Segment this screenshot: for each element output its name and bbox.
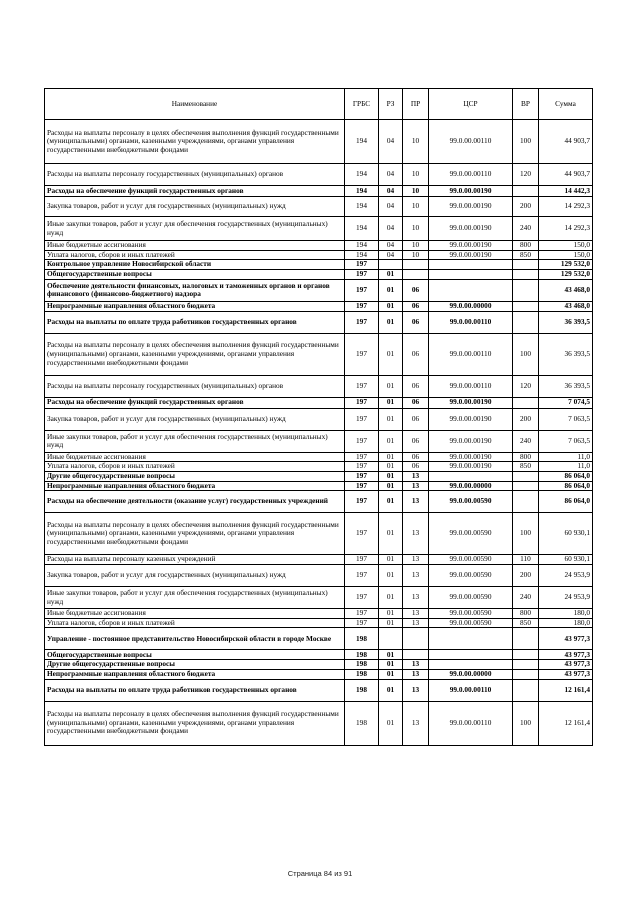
table-row [45, 311, 593, 333]
table-row [45, 618, 593, 628]
table-row [45, 452, 593, 462]
table-body [45, 120, 593, 746]
table-row [45, 555, 593, 565]
cell-pr: 13 [403, 679, 429, 701]
cell-sum: 36 393,5 [539, 311, 593, 333]
cell-csr: 99.0.00.00190 [429, 397, 513, 408]
cell-pr: 10 [403, 186, 429, 197]
cell-sum: 11,0 [539, 462, 593, 472]
cell-grbs: 197 [345, 513, 379, 555]
cell-vr: 850 [513, 618, 539, 628]
cell-pr: 13 [403, 701, 429, 745]
cell-rz: 01 [379, 452, 403, 462]
cell-rz: 01 [379, 408, 403, 430]
table-row [45, 120, 593, 164]
cell-sum: 44 903,7 [539, 120, 593, 164]
cell-vr: 240 [513, 430, 539, 452]
cell-pr: 10 [403, 120, 429, 164]
table-row [45, 609, 593, 619]
cell-vr: 800 [513, 452, 539, 462]
cell-vr [513, 311, 539, 333]
cell-name: Расходы на выплаты персоналу государственных (муниципальных) органов [45, 164, 345, 186]
table-row [45, 397, 593, 408]
cell-vr [513, 397, 539, 408]
table-row [45, 430, 593, 452]
cell-name: Расходы на выплаты персоналу в целях обеспечения выполнения функций государственными (муниципальными) органами, казенными учреждениями, органами управления государственными внебюджетными фондами [45, 333, 345, 375]
table-row [45, 250, 593, 260]
cell-sum: 86 064,0 [539, 491, 593, 513]
cell-vr [513, 471, 539, 481]
table-row [45, 628, 593, 650]
page-number: Страница 84 из 91 [287, 869, 353, 878]
cell-rz: 01 [379, 270, 403, 280]
cell-vr [513, 270, 539, 280]
cell-grbs: 194 [345, 186, 379, 197]
cell-name: Расходы на выплаты персоналу в целях обеспечения выполнения функций государственными (муниципальными) органами, казенными учреждениями, органами управления государственными внебюджетными фондами [45, 701, 345, 745]
cell-rz: 01 [379, 660, 403, 670]
cell-grbs: 197 [345, 279, 379, 301]
table-row [45, 164, 593, 186]
cell-rz: 04 [379, 250, 403, 260]
cell-rz: 01 [379, 311, 403, 333]
cell-csr [429, 270, 513, 280]
cell-pr: 13 [403, 555, 429, 565]
cell-name: Расходы на выплаты персоналу в целях обеспечения выполнения функций государственными (муниципальными) органами, казенными учреждениями, органами управления государственными внебюджетными фондами [45, 513, 345, 555]
cell-name: Иные бюджетные ассигнования [45, 241, 345, 251]
cell-rz: 01 [379, 481, 403, 491]
cell-sum: 43 977,3 [539, 628, 593, 650]
cell-rz: 01 [379, 462, 403, 472]
cell-name: Расходы на выплаты персоналу казенных учреждений [45, 555, 345, 565]
cell-sum: 86 064,0 [539, 481, 593, 491]
cell-pr: 13 [403, 481, 429, 491]
cell-rz: 01 [379, 301, 403, 311]
cell-grbs: 198 [345, 650, 379, 660]
cell-name: Общегосударственные вопросы [45, 650, 345, 660]
cell-sum: 150,0 [539, 250, 593, 260]
cell-grbs: 197 [345, 430, 379, 452]
cell-sum: 86 064,0 [539, 471, 593, 481]
cell-rz: 04 [379, 164, 403, 186]
cell-sum: 14 292,3 [539, 197, 593, 217]
cell-csr [429, 628, 513, 650]
cell-name: Другие общегосударственные вопросы [45, 660, 345, 670]
cell-pr: 06 [403, 397, 429, 408]
cell-grbs: 197 [345, 375, 379, 397]
cell-grbs: 197 [345, 471, 379, 481]
cell-pr: 06 [403, 452, 429, 462]
cell-csr [429, 660, 513, 670]
cell-vr: 200 [513, 408, 539, 430]
cell-rz [379, 628, 403, 650]
cell-csr: 99.0.00.00190 [429, 250, 513, 260]
cell-name: Расходы на обеспечение деятельности (оказание услуг) государственных учреждений [45, 491, 345, 513]
cell-rz: 04 [379, 186, 403, 197]
cell-grbs: 197 [345, 333, 379, 375]
cell-pr [403, 650, 429, 660]
cell-rz: 04 [379, 197, 403, 217]
cell-csr: 99.0.00.00190 [429, 462, 513, 472]
cell-csr: 99.0.00.00110 [429, 120, 513, 164]
header-csr: ЦСР [429, 89, 513, 120]
cell-csr: 99.0.00.00110 [429, 679, 513, 701]
cell-vr [513, 186, 539, 197]
cell-vr [513, 260, 539, 270]
cell-csr: 99.0.00.00590 [429, 565, 513, 587]
cell-rz: 01 [379, 650, 403, 660]
cell-sum: 36 393,5 [539, 333, 593, 375]
cell-rz: 01 [379, 618, 403, 628]
table-row [45, 241, 593, 251]
cell-sum: 43 468,0 [539, 301, 593, 311]
cell-vr: 240 [513, 587, 539, 609]
cell-grbs: 197 [345, 408, 379, 430]
cell-grbs: 197 [345, 301, 379, 311]
cell-grbs: 197 [345, 555, 379, 565]
cell-grbs: 194 [345, 164, 379, 186]
cell-sum: 129 532,0 [539, 260, 593, 270]
cell-grbs: 197 [345, 270, 379, 280]
cell-pr: 13 [403, 513, 429, 555]
table-row [45, 301, 593, 311]
cell-sum: 12 161,4 [539, 679, 593, 701]
cell-sum: 43 468,0 [539, 279, 593, 301]
table-row [45, 260, 593, 270]
table-row [45, 587, 593, 609]
cell-name: Управление - постоянное представительство Новосибирской области в городе Москве [45, 628, 345, 650]
cell-name: Непрограммные направления областного бюджета [45, 301, 345, 311]
cell-pr: 06 [403, 279, 429, 301]
cell-pr: 13 [403, 669, 429, 679]
cell-rz: 01 [379, 471, 403, 481]
cell-pr: 10 [403, 250, 429, 260]
header-rz: РЗ [379, 89, 403, 120]
table-row [45, 481, 593, 491]
cell-sum: 60 930,1 [539, 513, 593, 555]
cell-grbs: 197 [345, 260, 379, 270]
cell-vr [513, 679, 539, 701]
cell-pr: 06 [403, 301, 429, 311]
cell-pr [403, 270, 429, 280]
cell-vr: 850 [513, 462, 539, 472]
cell-name: Закупка товаров, работ и услуг для государственных (муниципальных) нужд [45, 565, 345, 587]
cell-name: Расходы на выплаты по оплате труда работников государственных органов [45, 679, 345, 701]
cell-rz [379, 260, 403, 270]
cell-vr: 800 [513, 609, 539, 619]
cell-grbs: 197 [345, 397, 379, 408]
cell-sum: 7 074,5 [539, 397, 593, 408]
cell-pr: 10 [403, 241, 429, 251]
cell-pr: 13 [403, 587, 429, 609]
cell-vr: 240 [513, 217, 539, 241]
cell-csr: 99.0.00.00190 [429, 452, 513, 462]
cell-name: Иные бюджетные ассигнования [45, 452, 345, 462]
cell-name: Иные бюджетные ассигнования [45, 609, 345, 619]
cell-name: Обеспечение деятельности финансовых, налоговых и таможенных органов и органов финансового (финансово-бюджетного) надзора [45, 279, 345, 301]
cell-pr: 13 [403, 660, 429, 670]
cell-sum: 7 063,5 [539, 408, 593, 430]
cell-rz: 01 [379, 430, 403, 452]
cell-csr: 99.0.00.00000 [429, 301, 513, 311]
cell-sum: 12 161,4 [539, 701, 593, 745]
cell-grbs: 197 [345, 618, 379, 628]
cell-sum: 7 063,5 [539, 430, 593, 452]
cell-pr: 06 [403, 462, 429, 472]
header-vr: ВР [513, 89, 539, 120]
table-row [45, 669, 593, 679]
cell-vr: 100 [513, 513, 539, 555]
cell-pr: 06 [403, 408, 429, 430]
cell-grbs: 197 [345, 491, 379, 513]
budget-table [44, 88, 593, 746]
cell-pr: 10 [403, 217, 429, 241]
cell-name: Иные закупки товаров, работ и услуг для обеспечения государственных (муниципальных) нужд [45, 430, 345, 452]
cell-vr: 110 [513, 555, 539, 565]
header-pr: ПР [403, 89, 429, 120]
cell-vr [513, 628, 539, 650]
cell-csr: 99.0.00.00590 [429, 587, 513, 609]
cell-vr: 850 [513, 250, 539, 260]
cell-rz: 01 [379, 555, 403, 565]
cell-csr [429, 471, 513, 481]
cell-sum: 14 442,3 [539, 186, 593, 197]
cell-grbs: 194 [345, 197, 379, 217]
cell-rz: 04 [379, 120, 403, 164]
table-row [45, 270, 593, 280]
cell-sum: 14 292,3 [539, 217, 593, 241]
cell-vr [513, 279, 539, 301]
cell-sum: 180,0 [539, 609, 593, 619]
cell-vr [513, 650, 539, 660]
cell-csr: 99.0.00.00190 [429, 408, 513, 430]
cell-csr: 99.0.00.00590 [429, 491, 513, 513]
cell-grbs: 197 [345, 311, 379, 333]
cell-csr [429, 279, 513, 301]
cell-name: Расходы на выплаты персоналу в целях обеспечения выполнения функций государственными (муниципальными) органами, казенными учреждениями, органами управления государственными внебюджетными фондами [45, 120, 345, 164]
cell-name: Общегосударственные вопросы [45, 270, 345, 280]
cell-vr: 120 [513, 375, 539, 397]
cell-name: Другие общегосударственные вопросы [45, 471, 345, 481]
cell-rz: 01 [379, 587, 403, 609]
cell-csr: 99.0.00.00110 [429, 375, 513, 397]
cell-rz: 01 [379, 701, 403, 745]
table-row [45, 660, 593, 670]
cell-sum: 24 953,9 [539, 587, 593, 609]
cell-sum: 60 930,1 [539, 555, 593, 565]
cell-rz: 01 [379, 669, 403, 679]
cell-pr: 10 [403, 197, 429, 217]
table-header-row [45, 89, 593, 120]
table-row [45, 197, 593, 217]
cell-rz: 04 [379, 241, 403, 251]
table-row [45, 333, 593, 375]
cell-csr: 99.0.00.00190 [429, 186, 513, 197]
cell-rz: 01 [379, 375, 403, 397]
cell-csr: 99.0.00.00590 [429, 513, 513, 555]
cell-vr: 100 [513, 333, 539, 375]
cell-rz: 01 [379, 397, 403, 408]
cell-grbs: 197 [345, 481, 379, 491]
cell-csr: 99.0.00.00190 [429, 430, 513, 452]
table-row [45, 701, 593, 745]
cell-grbs: 197 [345, 452, 379, 462]
cell-sum: 36 393,5 [539, 375, 593, 397]
cell-sum: 129 532,0 [539, 270, 593, 280]
cell-rz: 01 [379, 565, 403, 587]
table-row [45, 279, 593, 301]
cell-rz: 01 [379, 679, 403, 701]
cell-pr: 06 [403, 375, 429, 397]
cell-rz: 01 [379, 279, 403, 301]
cell-name: Иные закупки товаров, работ и услуг для обеспечения государственных (муниципальных) нужд [45, 587, 345, 609]
table-row [45, 491, 593, 513]
cell-grbs: 198 [345, 701, 379, 745]
cell-sum: 11,0 [539, 452, 593, 462]
cell-vr: 120 [513, 164, 539, 186]
cell-vr [513, 301, 539, 311]
cell-vr [513, 669, 539, 679]
cell-grbs: 197 [345, 462, 379, 472]
cell-csr [429, 650, 513, 660]
cell-name: Непрограммные направления областного бюджета [45, 481, 345, 491]
table-row [45, 375, 593, 397]
cell-vr [513, 491, 539, 513]
cell-vr: 200 [513, 565, 539, 587]
cell-pr: 06 [403, 430, 429, 452]
cell-csr: 99.0.00.00190 [429, 197, 513, 217]
cell-csr: 99.0.00.00190 [429, 241, 513, 251]
cell-name: Расходы на обеспечение функций государственных органов [45, 397, 345, 408]
cell-grbs: 197 [345, 565, 379, 587]
table-row [45, 565, 593, 587]
cell-name: Уплата налогов, сборов и иных платежей [45, 250, 345, 260]
cell-csr: 99.0.00.00110 [429, 333, 513, 375]
table-row [45, 513, 593, 555]
cell-grbs: 198 [345, 679, 379, 701]
cell-csr: 99.0.00.00590 [429, 618, 513, 628]
cell-sum: 180,0 [539, 618, 593, 628]
cell-vr [513, 481, 539, 491]
cell-sum: 24 953,9 [539, 565, 593, 587]
cell-vr: 100 [513, 120, 539, 164]
header-name: Наименование [45, 89, 345, 120]
cell-grbs: 198 [345, 669, 379, 679]
header-sum: Сумма [539, 89, 593, 120]
table-row [45, 471, 593, 481]
table-row [45, 462, 593, 472]
cell-rz: 01 [379, 609, 403, 619]
cell-pr: 13 [403, 609, 429, 619]
cell-vr [513, 660, 539, 670]
cell-sum: 43 977,3 [539, 669, 593, 679]
header-grbs: ГРБС [345, 89, 379, 120]
cell-name: Расходы на выплаты по оплате труда работников государственных органов [45, 311, 345, 333]
cell-pr: 10 [403, 164, 429, 186]
cell-name: Уплата налогов, сборов и иных платежей [45, 462, 345, 472]
cell-sum: 150,0 [539, 241, 593, 251]
cell-pr: 13 [403, 491, 429, 513]
cell-csr: 99.0.00.00000 [429, 481, 513, 491]
cell-pr [403, 260, 429, 270]
cell-grbs: 194 [345, 241, 379, 251]
cell-sum: 43 977,3 [539, 650, 593, 660]
cell-rz: 01 [379, 513, 403, 555]
cell-sum: 43 977,3 [539, 660, 593, 670]
cell-name: Расходы на обеспечение функций государственных органов [45, 186, 345, 197]
cell-name: Закупка товаров, работ и услуг для государственных (муниципальных) нужд [45, 408, 345, 430]
cell-vr: 800 [513, 241, 539, 251]
cell-csr: 99.0.00.00110 [429, 701, 513, 745]
cell-rz: 01 [379, 491, 403, 513]
cell-sum: 44 903,7 [539, 164, 593, 186]
cell-vr: 200 [513, 197, 539, 217]
cell-grbs: 194 [345, 120, 379, 164]
cell-grbs: 197 [345, 609, 379, 619]
cell-grbs: 194 [345, 250, 379, 260]
cell-name: Закупка товаров, работ и услуг для государственных (муниципальных) нужд [45, 197, 345, 217]
cell-csr: 99.0.00.00590 [429, 609, 513, 619]
cell-name: Непрограммные направления областного бюджета [45, 669, 345, 679]
table-row [45, 186, 593, 197]
cell-csr: 99.0.00.00110 [429, 311, 513, 333]
cell-grbs: 198 [345, 660, 379, 670]
cell-pr [403, 628, 429, 650]
table-row [45, 408, 593, 430]
cell-vr: 100 [513, 701, 539, 745]
cell-name: Контрольное управление Новосибирской области [45, 260, 345, 270]
cell-grbs: 194 [345, 217, 379, 241]
cell-csr: 99.0.00.00590 [429, 555, 513, 565]
cell-rz: 01 [379, 333, 403, 375]
cell-csr: 99.0.00.00000 [429, 669, 513, 679]
table-row [45, 679, 593, 701]
cell-csr: 99.0.00.00110 [429, 164, 513, 186]
cell-name: Уплата налогов, сборов и иных платежей [45, 618, 345, 628]
cell-name: Расходы на выплаты персоналу государственных (муниципальных) органов [45, 375, 345, 397]
cell-rz: 04 [379, 217, 403, 241]
cell-name: Иные закупки товаров, работ и услуг для обеспечения государственных (муниципальных) нужд [45, 217, 345, 241]
cell-csr: 99.0.00.00190 [429, 217, 513, 241]
cell-pr: 13 [403, 565, 429, 587]
cell-pr: 06 [403, 311, 429, 333]
cell-grbs: 197 [345, 587, 379, 609]
cell-grbs: 198 [345, 628, 379, 650]
cell-pr: 06 [403, 333, 429, 375]
cell-csr [429, 260, 513, 270]
cell-pr: 13 [403, 471, 429, 481]
cell-pr: 13 [403, 618, 429, 628]
table-row [45, 650, 593, 660]
table-row [45, 217, 593, 241]
